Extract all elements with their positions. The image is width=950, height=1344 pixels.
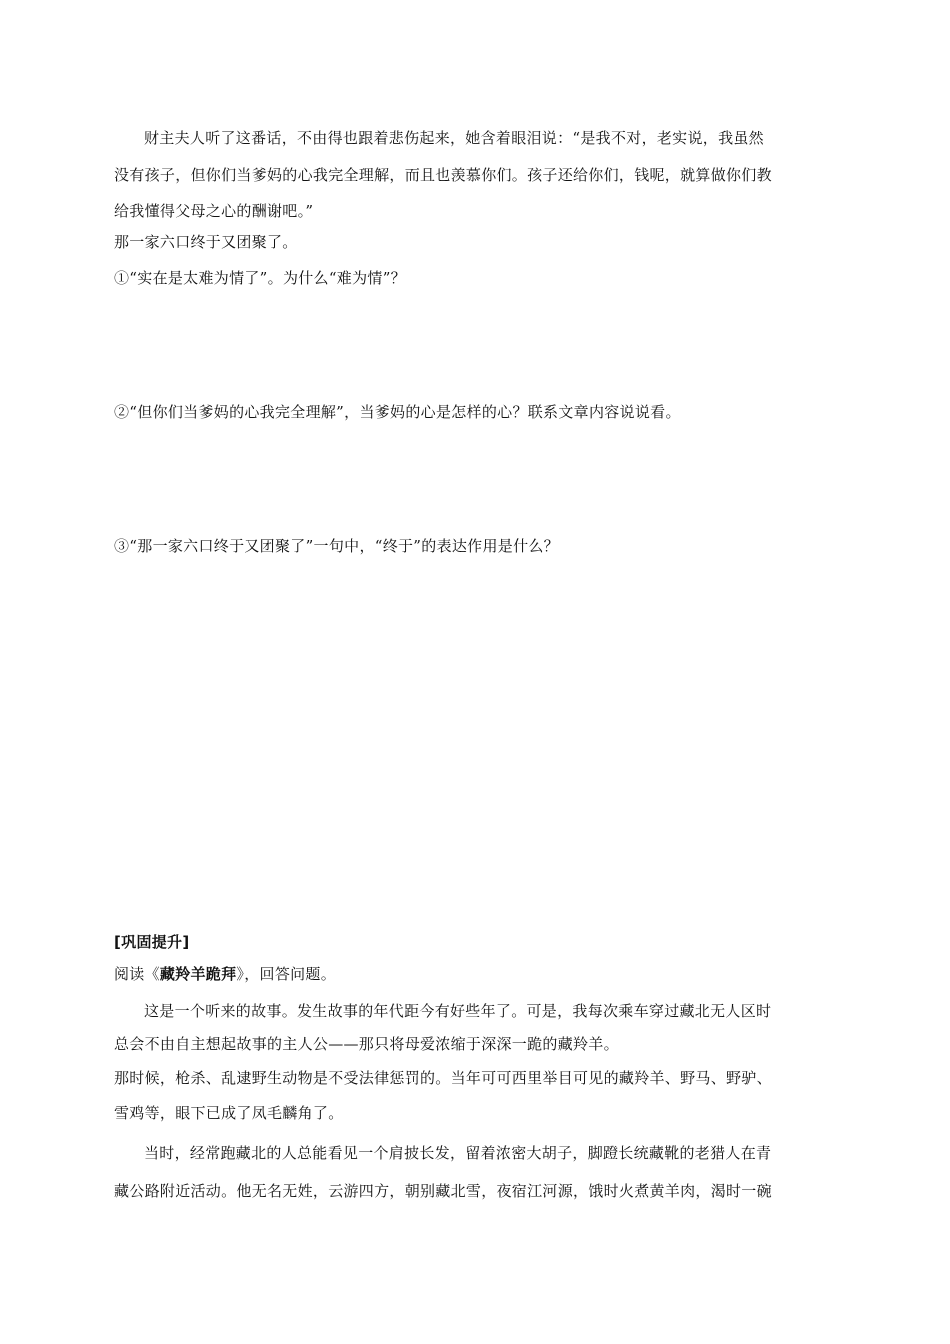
story-line-4: 雪鸡等，眼下已成了凤毛麟角了。 — [114, 1104, 344, 1122]
passage-line-2: 没有孩子，但你们当爹妈的心我完全理解，而且也羡慕你们。孩子还给你们，钱呢，就算做你们教 — [114, 166, 772, 184]
question-1: ①“实在是太难为情了”。为什么“难为情”？ — [114, 269, 406, 287]
passage-line-3: 给我懂得父母之心的酬谢吧。” — [114, 202, 314, 220]
passage-line-1: 财主夫人听了这番话，不由得也跟着悲伤起来，她含着眼泪说：“是我不对，老实说，我虽然 — [144, 129, 764, 147]
question-2: ②“但你们当爹妈的心我完全理解”，当爹妈的心是怎样的心？联系文章内容说说看。 — [114, 403, 681, 421]
story-line-2: 总会不由自主想起故事的主人公——那只将母爱浓缩于深深一跪的藏羚羊。 — [114, 1035, 619, 1053]
story-line-1: 这是一个听来的故事。发生故事的年代距今有好些年了。可是，我每次乘车穿过藏北无人区时 — [144, 1002, 772, 1020]
question-3: ③“那一家六口终于又团聚了”一句中，“终于”的表达作用是什么？ — [114, 537, 559, 555]
reading-intro — [114, 964, 844, 984]
reading-intro-suffix: 》，回答问题。 — [236, 965, 337, 983]
section-heading: [巩固提升] — [114, 933, 190, 951]
story-line-3: 那时候，枪杀、乱逮野生动物是不受法律惩罚的。当年可可西里举目可见的藏羚羊、野马、野驴、 — [114, 1069, 772, 1087]
reading-intro-prefix: 阅读《 — [114, 965, 160, 983]
reading-title: 藏羚羊跪拜 — [159, 965, 237, 983]
story-line-5: 当时，经常跑藏北的人总能看见一个肩披长发，留着浓密大胡子，脚蹬长统藏靴的老猎人在青 — [144, 1144, 772, 1162]
passage-closing-line: 那一家六口终于又团聚了。 — [114, 233, 298, 251]
story-line-6: 藏公路附近活动。他无名无姓，云游四方，朝别藏北雪，夜宿江河源，饿时火煮黄羊肉，渴时一碗 — [114, 1182, 772, 1200]
